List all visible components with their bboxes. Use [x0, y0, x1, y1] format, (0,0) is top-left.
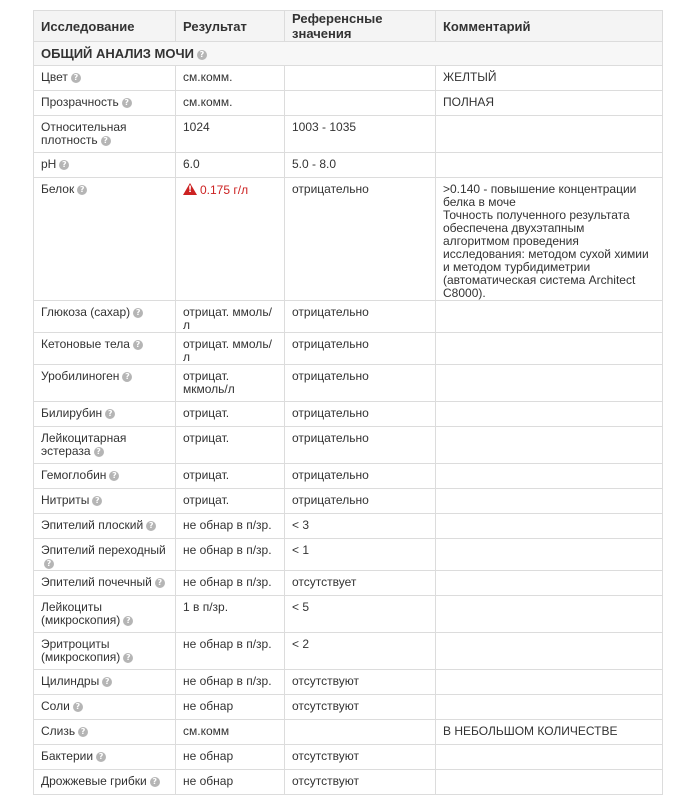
reference-cell [285, 178, 436, 301]
col-header-result: Результат [176, 11, 285, 42]
result-value: не обнар в п/зр. [183, 575, 272, 589]
result-value: не обнар [183, 749, 234, 763]
test-name: Эпителий плоский [41, 518, 144, 532]
result-value: не обнар в п/зр. [183, 543, 272, 557]
result-value: не обнар в п/зр. [183, 674, 272, 688]
result-value: отрицат. ммоль/л [183, 305, 272, 332]
reference-cell [285, 720, 436, 745]
result-value: см.комм. [183, 70, 233, 84]
test-name-cell [34, 745, 176, 770]
result-cell [176, 427, 285, 464]
help-icon[interactable]: ? [155, 578, 165, 588]
result-cell [176, 333, 285, 365]
reference-cell [285, 633, 436, 670]
result-value: отрицат. мкмоль/л [183, 369, 235, 396]
section-cell [34, 42, 663, 66]
test-name: Кетоновые тела [41, 337, 130, 351]
result-cell [176, 670, 285, 695]
table-row [34, 571, 663, 596]
test-name-cell [34, 116, 176, 153]
result-cell [176, 489, 285, 514]
result-value: не обнар в п/зр. [183, 518, 272, 532]
comment-cell [436, 427, 663, 464]
comment-cell [436, 365, 663, 402]
result-cell [176, 464, 285, 489]
test-name: pH [41, 157, 57, 171]
reference-cell [285, 365, 436, 402]
table-row [34, 633, 663, 670]
help-icon[interactable]: ? [92, 496, 102, 506]
reference-value: отрицательно [292, 468, 369, 482]
comment-cell [436, 514, 663, 539]
test-name-cell [34, 66, 176, 91]
test-name: Дрожжевые грибки [41, 774, 147, 788]
reference-value: отрицательно [292, 305, 369, 319]
reference-value: < 3 [292, 518, 310, 532]
test-name: Бактерии [41, 749, 94, 763]
help-icon[interactable]: ? [197, 50, 207, 60]
comment-cell [436, 720, 663, 745]
reference-cell [285, 571, 436, 596]
result-value: отрицат. ммоль/л [183, 337, 272, 364]
test-name: Эритроциты (микроскопия) [41, 637, 121, 664]
result-value: см.комм [183, 724, 230, 738]
comment-text: >0.140 - повышение концентрации белка в моче Точность полученного результата обеспечена двухэтапным алгоритмом проведения исследования: методом сухой химии и методом турбидиметрии (автоматическая система Architect C8000). [443, 182, 649, 300]
result-value: отрицат. [183, 493, 230, 507]
help-icon[interactable]: ? [102, 677, 112, 687]
test-name: Билирубин [41, 406, 103, 420]
test-name-cell [34, 489, 176, 514]
section-title: ОБЩИЙ АНАЛИЗ МОЧИ [41, 46, 194, 61]
comment-cell [436, 66, 663, 91]
reference-cell [285, 402, 436, 427]
result-cell [176, 745, 285, 770]
reference-value: отсутствуют [292, 699, 359, 713]
table-row [34, 745, 663, 770]
table-row [34, 596, 663, 633]
test-name: Гемоглобин [41, 468, 107, 482]
test-name: Цилиндры [41, 674, 100, 688]
comment-text: ПОЛНАЯ [443, 95, 495, 109]
reference-cell [285, 596, 436, 633]
help-icon[interactable]: ? [133, 340, 143, 350]
reference-cell [285, 116, 436, 153]
test-name-cell [34, 720, 176, 745]
result-cell [176, 571, 285, 596]
help-icon[interactable]: ? [105, 409, 115, 419]
test-name-cell [34, 539, 176, 571]
help-icon[interactable]: ? [96, 752, 106, 762]
reference-value: 1003 - 1035 [292, 120, 357, 134]
test-name-cell [34, 596, 176, 633]
comment-cell [436, 153, 663, 178]
table-row [34, 489, 663, 514]
result-value: 1 в п/зр. [183, 600, 229, 614]
comment-cell [436, 745, 663, 770]
test-name: Глюкоза (сахар) [41, 305, 131, 319]
comment-text: В НЕБОЛЬШОМ КОЛИЧЕСТВЕ [443, 724, 618, 738]
result-cell [176, 153, 285, 178]
test-name: Белок [41, 182, 75, 196]
test-name-cell [34, 153, 176, 178]
test-name-cell [34, 333, 176, 365]
result-cell [176, 695, 285, 720]
help-icon[interactable]: ? [122, 98, 132, 108]
reference-cell [285, 427, 436, 464]
test-name-cell [34, 770, 176, 795]
help-icon[interactable]: ? [109, 471, 119, 481]
help-icon[interactable]: ? [77, 185, 87, 195]
test-name: Слизь [41, 724, 76, 738]
reference-value: отсутствуют [292, 674, 359, 688]
table-row [34, 464, 663, 489]
help-icon[interactable]: ? [123, 653, 133, 663]
result-cell [176, 770, 285, 795]
result-cell [176, 178, 285, 301]
help-icon[interactable]: ? [101, 136, 111, 146]
reference-cell [285, 301, 436, 333]
result-cell [176, 596, 285, 633]
help-icon[interactable]: ? [44, 559, 54, 569]
comment-cell [436, 402, 663, 427]
result-cell [176, 66, 285, 91]
test-name-cell [34, 633, 176, 670]
section-row [34, 42, 663, 66]
test-name: Эпителий почечный [41, 575, 152, 589]
table-row [34, 720, 663, 745]
result-value: 0.175 г/л [200, 183, 249, 197]
result-cell [176, 91, 285, 116]
test-name: Лейкоцитарная эстераза [41, 431, 127, 458]
table-row [34, 301, 663, 333]
reference-cell [285, 539, 436, 571]
reference-cell [285, 153, 436, 178]
table-row [34, 178, 663, 301]
col-header-test: Исследование [34, 11, 176, 42]
reference-cell [285, 66, 436, 91]
warning-icon [183, 183, 197, 195]
reference-value: отсутствует [292, 575, 357, 589]
result-cell [176, 365, 285, 402]
test-name-cell [34, 402, 176, 427]
help-icon[interactable]: ? [123, 616, 133, 626]
table-row [34, 333, 663, 365]
reference-value: отсутствуют [292, 774, 359, 788]
table-row [34, 116, 663, 153]
table-row [34, 539, 663, 571]
result-value: не обнар в п/зр. [183, 637, 272, 651]
test-name-cell [34, 91, 176, 116]
reference-value: отрицательно [292, 431, 369, 445]
reference-cell [285, 333, 436, 365]
reference-value: отрицательно [292, 493, 369, 507]
table-row [34, 91, 663, 116]
test-name-cell [34, 695, 176, 720]
comment-cell [436, 178, 663, 301]
result-value: см.комм. [183, 95, 233, 109]
reference-value: отрицательно [292, 406, 369, 420]
reference-cell [285, 91, 436, 116]
reference-cell [285, 770, 436, 795]
comment-cell [436, 333, 663, 365]
comment-cell [436, 695, 663, 720]
help-icon[interactable]: ? [59, 160, 69, 170]
result-value: не обнар [183, 699, 234, 713]
reference-value: отсутствуют [292, 749, 359, 763]
test-name: Лейкоциты (микроскопия) [41, 600, 121, 627]
comment-cell [436, 489, 663, 514]
comment-cell [436, 670, 663, 695]
test-name: Цвет [41, 70, 68, 84]
comment-cell [436, 116, 663, 153]
reference-value: < 2 [292, 637, 310, 651]
test-name-cell [34, 365, 176, 402]
reference-cell [285, 745, 436, 770]
test-name-cell [34, 571, 176, 596]
table-row [34, 153, 663, 178]
result-value: отрицат. [183, 468, 230, 482]
test-name: Прозрачность [41, 95, 119, 109]
result-value: 6.0 [183, 157, 200, 171]
comment-cell [436, 301, 663, 333]
result-cell [176, 402, 285, 427]
reference-cell [285, 514, 436, 539]
reference-value: отрицательно [292, 182, 369, 196]
col-header-comment: Комментарий [436, 11, 663, 42]
comment-cell [436, 571, 663, 596]
comment-cell [436, 633, 663, 670]
table-row [34, 365, 663, 402]
test-name: Уробилиноген [41, 369, 120, 383]
urinalysis-table [33, 10, 663, 795]
reference-value: отрицательно [292, 369, 369, 383]
test-name: Соли [41, 699, 70, 713]
help-icon[interactable]: ? [73, 702, 83, 712]
result-value: отрицат. [183, 431, 230, 445]
result-cell [176, 539, 285, 571]
test-name-cell [34, 301, 176, 333]
result-cell [176, 301, 285, 333]
reference-value: 5.0 - 8.0 [292, 157, 337, 171]
comment-text: ЖЕЛТЫЙ [443, 70, 497, 84]
test-name-cell [34, 178, 176, 301]
help-icon[interactable]: ? [122, 372, 132, 382]
result-value: отрицат. [183, 406, 230, 420]
reference-value: < 1 [292, 543, 310, 557]
table-row [34, 66, 663, 91]
result-cell [176, 720, 285, 745]
test-name-cell [34, 464, 176, 489]
help-icon[interactable]: ? [133, 308, 143, 318]
table-header-row [34, 11, 663, 42]
help-icon[interactable]: ? [150, 777, 160, 787]
comment-cell [436, 770, 663, 795]
comment-cell [436, 539, 663, 571]
result-cell [176, 514, 285, 539]
help-icon[interactable]: ? [71, 73, 81, 83]
comment-cell [436, 464, 663, 489]
result-value: 1024 [183, 120, 210, 134]
result-cell [176, 633, 285, 670]
table-row [34, 695, 663, 720]
help-icon[interactable]: ? [78, 727, 88, 737]
help-icon[interactable]: ? [94, 447, 104, 457]
table-row [34, 514, 663, 539]
test-name-cell [34, 427, 176, 464]
col-header-reference: Референсные значения [285, 11, 436, 42]
comment-cell [436, 91, 663, 116]
reference-value: < 5 [292, 600, 310, 614]
table-row [34, 670, 663, 695]
reference-cell [285, 695, 436, 720]
result-cell [176, 116, 285, 153]
reference-cell [285, 670, 436, 695]
help-icon[interactable]: ? [146, 521, 156, 531]
test-name: Эпителий переходный [41, 543, 166, 557]
reference-cell [285, 489, 436, 514]
table-row [34, 427, 663, 464]
test-name: Нитриты [41, 493, 90, 507]
test-name-cell [34, 670, 176, 695]
reference-cell [285, 464, 436, 489]
table-row [34, 770, 663, 795]
reference-value: отрицательно [292, 337, 369, 351]
comment-cell [436, 596, 663, 633]
result-value: не обнар [183, 774, 234, 788]
test-name-cell [34, 514, 176, 539]
test-name: Относительная плотность [41, 120, 127, 147]
table-row [34, 402, 663, 427]
